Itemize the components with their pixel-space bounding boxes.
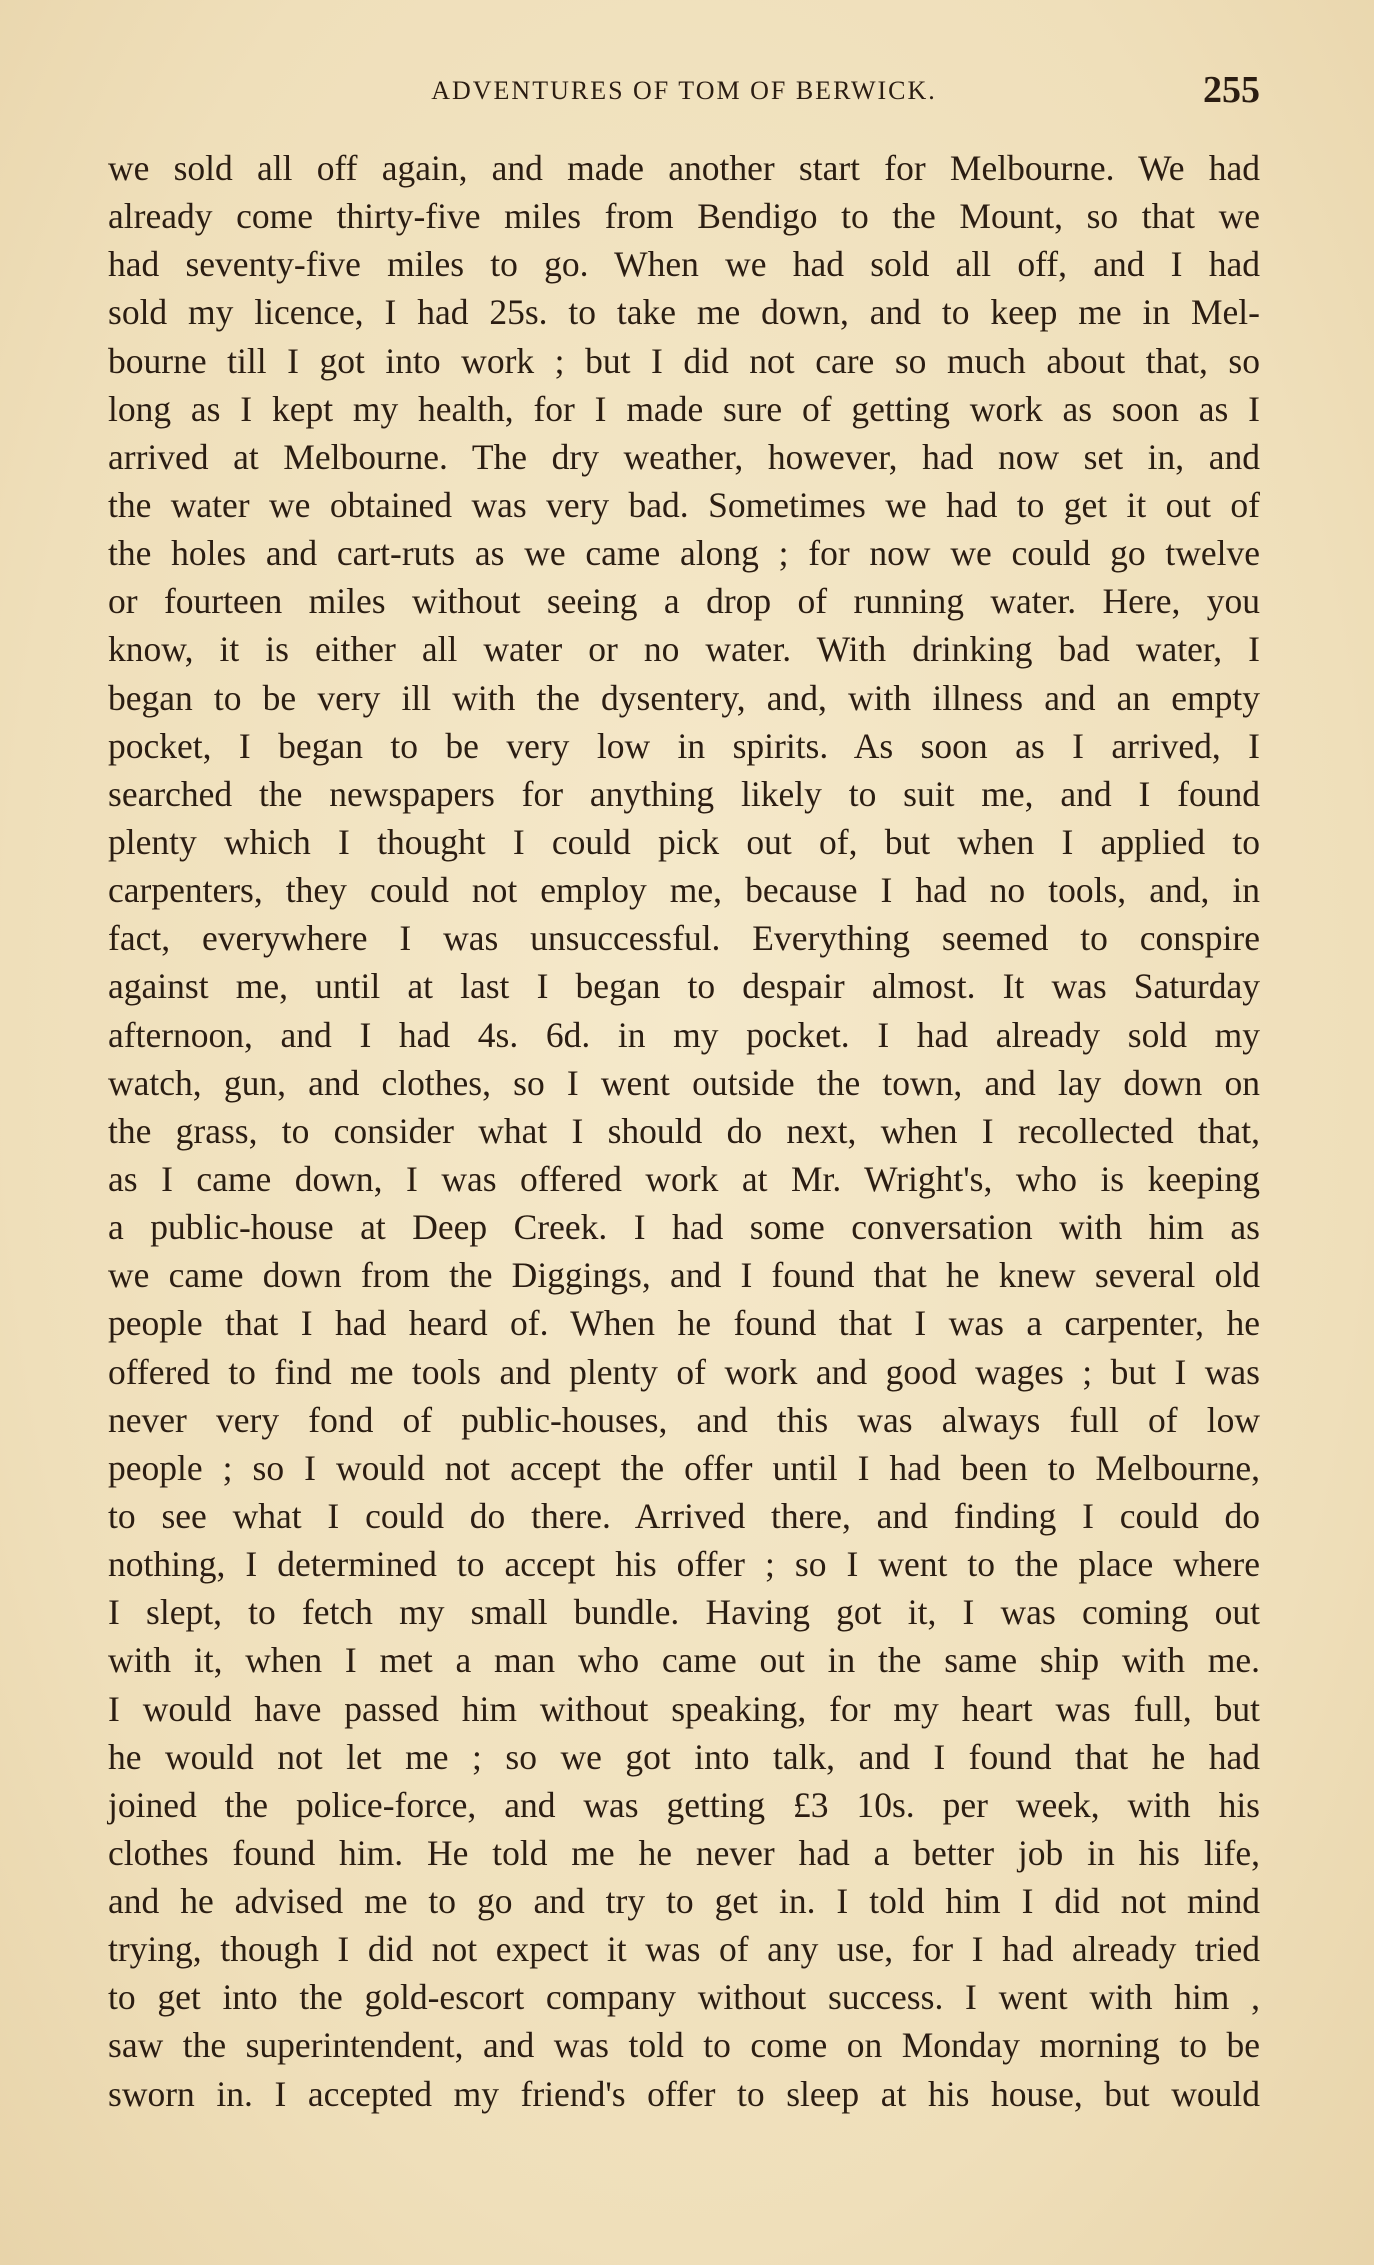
text-line: sworn in. I accepted my friend's offer to sleep at his house, but would <box>108 2073 1260 2114</box>
text-line: saw the superintendent, and was told to come on Monday morning to be <box>108 2025 1260 2066</box>
text-line: carpenters, they could not employ me, because I had no tools, and, in <box>108 870 1260 911</box>
text-line: people ; so I would not accept the offer until I had been to Melbourne, <box>108 1447 1260 1488</box>
text-line: he would not let me ; so we got into talk, and I found that he had <box>108 1736 1260 1777</box>
text-line: began to be very ill with the dysentery, and, with illness and an empty <box>108 677 1260 718</box>
text-line: as I came down, I was offered work at Mr. Wright's, who is keeping <box>108 1158 1260 1199</box>
text-line: I would have passed him without speaking, for my heart was full, but <box>108 1688 1260 1729</box>
text-line: plenty which I thought I could pick out of, but when I applied to <box>108 821 1260 862</box>
text-line: arrived at Melbourne. The dry weather, however, had now set in, and <box>108 436 1260 477</box>
text-line: afternoon, and I had 4s. 6d. in my pocket. I had already sold my <box>108 1014 1260 1055</box>
text-line: people that I had heard of. When he found that I was a carpenter, he <box>108 1303 1260 1344</box>
text-line: and he advised me to go and try to get in. I told him I did not mind <box>108 1881 1260 1922</box>
text-line: I slept, to fetch my small bundle. Having got it, I was coming out <box>108 1592 1260 1633</box>
text-line: know, it is either all water or no water. With drinking bad water, I <box>108 629 1260 670</box>
text-line: nothing, I determined to accept his offer ; so I went to the place where <box>108 1544 1260 1585</box>
text-line: bourne till I got into work ; but I did not care so much about that, so <box>108 340 1260 381</box>
text-line: pocket, I began to be very low in spirits. As soon as I arrived, I <box>108 725 1260 766</box>
text-line: long as I kept my health, for I made sure of getting work as soon as I <box>108 388 1260 429</box>
text-line: to see what I could do there. Arrived there, and finding I could do <box>108 1495 1260 1536</box>
text-line: never very fond of public-houses, and this was always full of low <box>108 1399 1260 1440</box>
text-line: the grass, to consider what I should do next, when I recollected that, <box>108 1110 1260 1151</box>
text-line: already come thirty-five miles from Bendigo to the Mount, so that we <box>108 196 1260 237</box>
running-title: ADVENTURES OF TOM OF BERWICK. <box>431 76 937 105</box>
text-line: searched the newspapers for anything likely to suit me, and I found <box>108 773 1260 814</box>
page-header <box>108 68 1260 118</box>
text-line: had seventy-five miles to go. When we had sold all off, and I had <box>108 244 1260 285</box>
text-line: fact, everywhere I was unsuccessful. Everything seemed to conspire <box>108 918 1260 959</box>
text-line: we sold all off again, and made another start for Melbourne. We had <box>108 148 1260 188</box>
text-line: a public-house at Deep Creek. I had some conversation with him as <box>108 1207 1260 1248</box>
page-number: 255 <box>1203 69 1260 111</box>
text-line: the holes and cart-ruts as we came along ; for now we could go twelve <box>108 533 1260 574</box>
text-line: against me, until at last I began to despair almost. It was Saturday <box>108 966 1260 1007</box>
text-line: to get into the gold-escort company without success. I went with him , <box>108 1977 1260 2018</box>
text-line: with it, when I met a man who came out in the same ship with me. <box>108 1640 1260 1681</box>
text-line: clothes found him. He told me he never had a better job in his life, <box>108 1832 1260 1873</box>
text-line: joined the police-force, and was getting £3 10s. per week, with his <box>108 1784 1260 1825</box>
text-line: sold my licence, I had 25s. to take me down, and to keep me in Mel- <box>108 292 1260 333</box>
body-text <box>108 144 1260 2118</box>
text-line: trying, though I did not expect it was of any use, for I had already tried <box>108 1929 1260 1970</box>
text-line: watch, gun, and clothes, so I went outside the town, and lay down on <box>108 1062 1260 1103</box>
text-line: the water we obtained was very bad. Sometimes we had to get it out of <box>108 484 1260 525</box>
text-line: or fourteen miles without seeing a drop of running water. Here, you <box>108 581 1260 622</box>
text-line: offered to find me tools and plenty of work and good wages ; but I was <box>108 1351 1260 1392</box>
text-line: we came down from the Diggings, and I found that he knew several old <box>108 1255 1260 1296</box>
